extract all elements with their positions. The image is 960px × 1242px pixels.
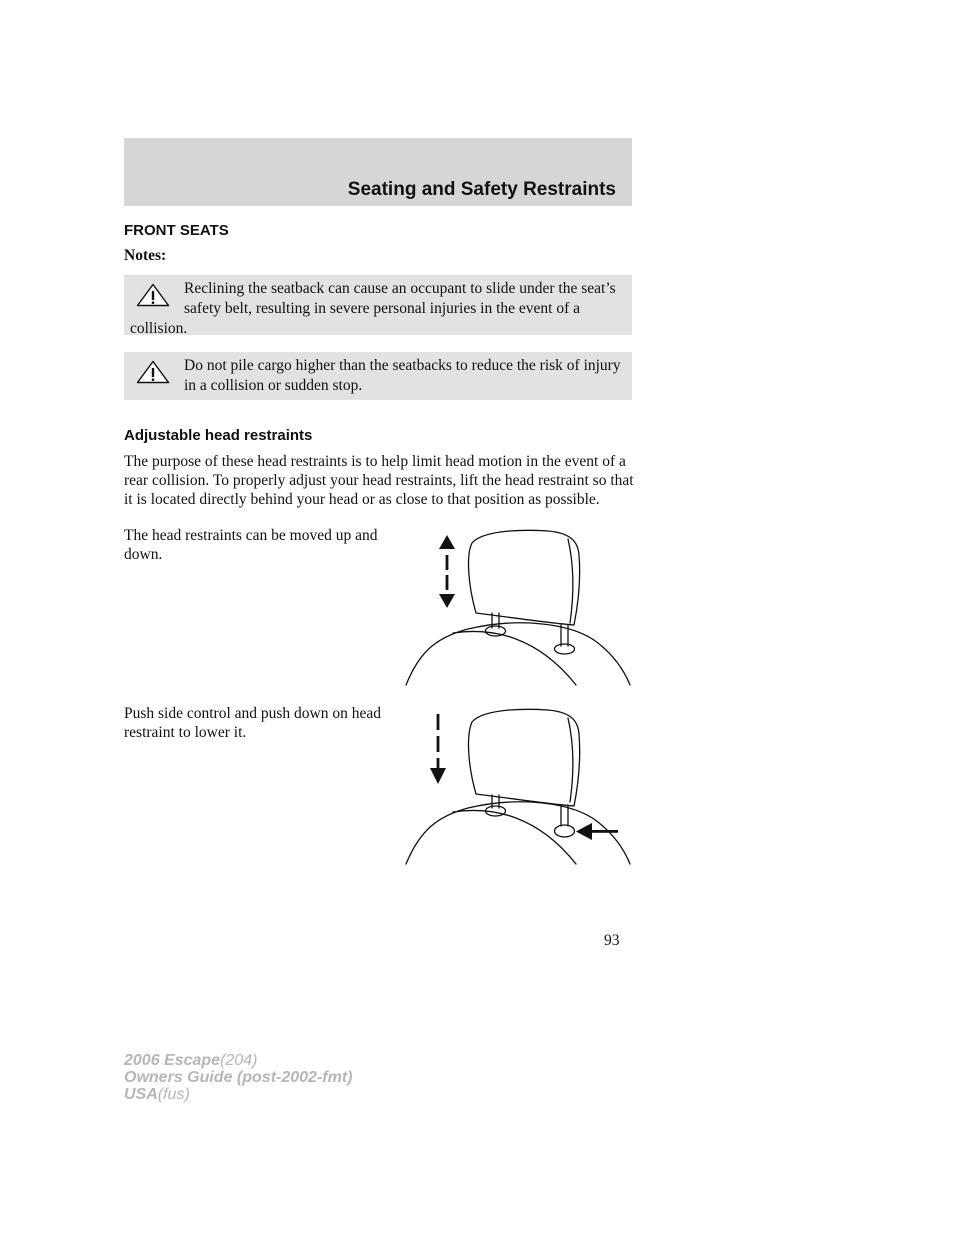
section-title: FRONT SEATS bbox=[124, 222, 229, 239]
warning-box bbox=[124, 275, 632, 335]
footer-model-code: (204) bbox=[220, 1052, 258, 1069]
footer-guide: Owners Guide (post-2002-fmt) bbox=[124, 1069, 353, 1086]
warning-text: Reclining the seatback can cause an occupant to slide under the seat’s safety belt, resulting in severe personal injuries in the event of a collision. bbox=[130, 280, 616, 337]
warning-box bbox=[124, 352, 632, 400]
footer-line bbox=[124, 1086, 352, 1103]
notes-label: Notes: bbox=[124, 247, 167, 264]
page-header-band bbox=[124, 138, 632, 206]
page-header-title: Seating and Safety Restraints bbox=[347, 179, 616, 200]
footer-line bbox=[124, 1052, 352, 1069]
footer-model: 2006 Escape bbox=[124, 1052, 221, 1069]
page-number: 93 bbox=[604, 932, 620, 949]
warning-triangle-icon bbox=[136, 283, 170, 307]
subheading: Adjustable head restraints bbox=[124, 427, 313, 444]
body-paragraph: The purpose of these head restraints is to help limit head motion in the event of a rear collision. To properly adjust your head restraints, lift the head restraint so that it is located directly behind your head or as close to that position as possible. bbox=[124, 453, 634, 508]
footer-line bbox=[124, 1069, 352, 1086]
footer-market-code: (fus) bbox=[157, 1086, 190, 1103]
warning-text: Do not pile cargo higher than the seatbacks to reduce the risk of injury in a collision or sudden stop. bbox=[184, 357, 621, 394]
warning-triangle-icon bbox=[136, 360, 170, 384]
body-paragraph: The head restraints can be moved up and down. bbox=[124, 527, 378, 563]
head-restraint-lower-illustration bbox=[398, 702, 638, 870]
body-paragraph: Push side control and push down on head restraint to lower it. bbox=[124, 705, 382, 741]
document-footer bbox=[124, 1052, 352, 1103]
footer-market: USA bbox=[124, 1086, 158, 1103]
head-restraint-adjust-illustration bbox=[398, 525, 638, 690]
